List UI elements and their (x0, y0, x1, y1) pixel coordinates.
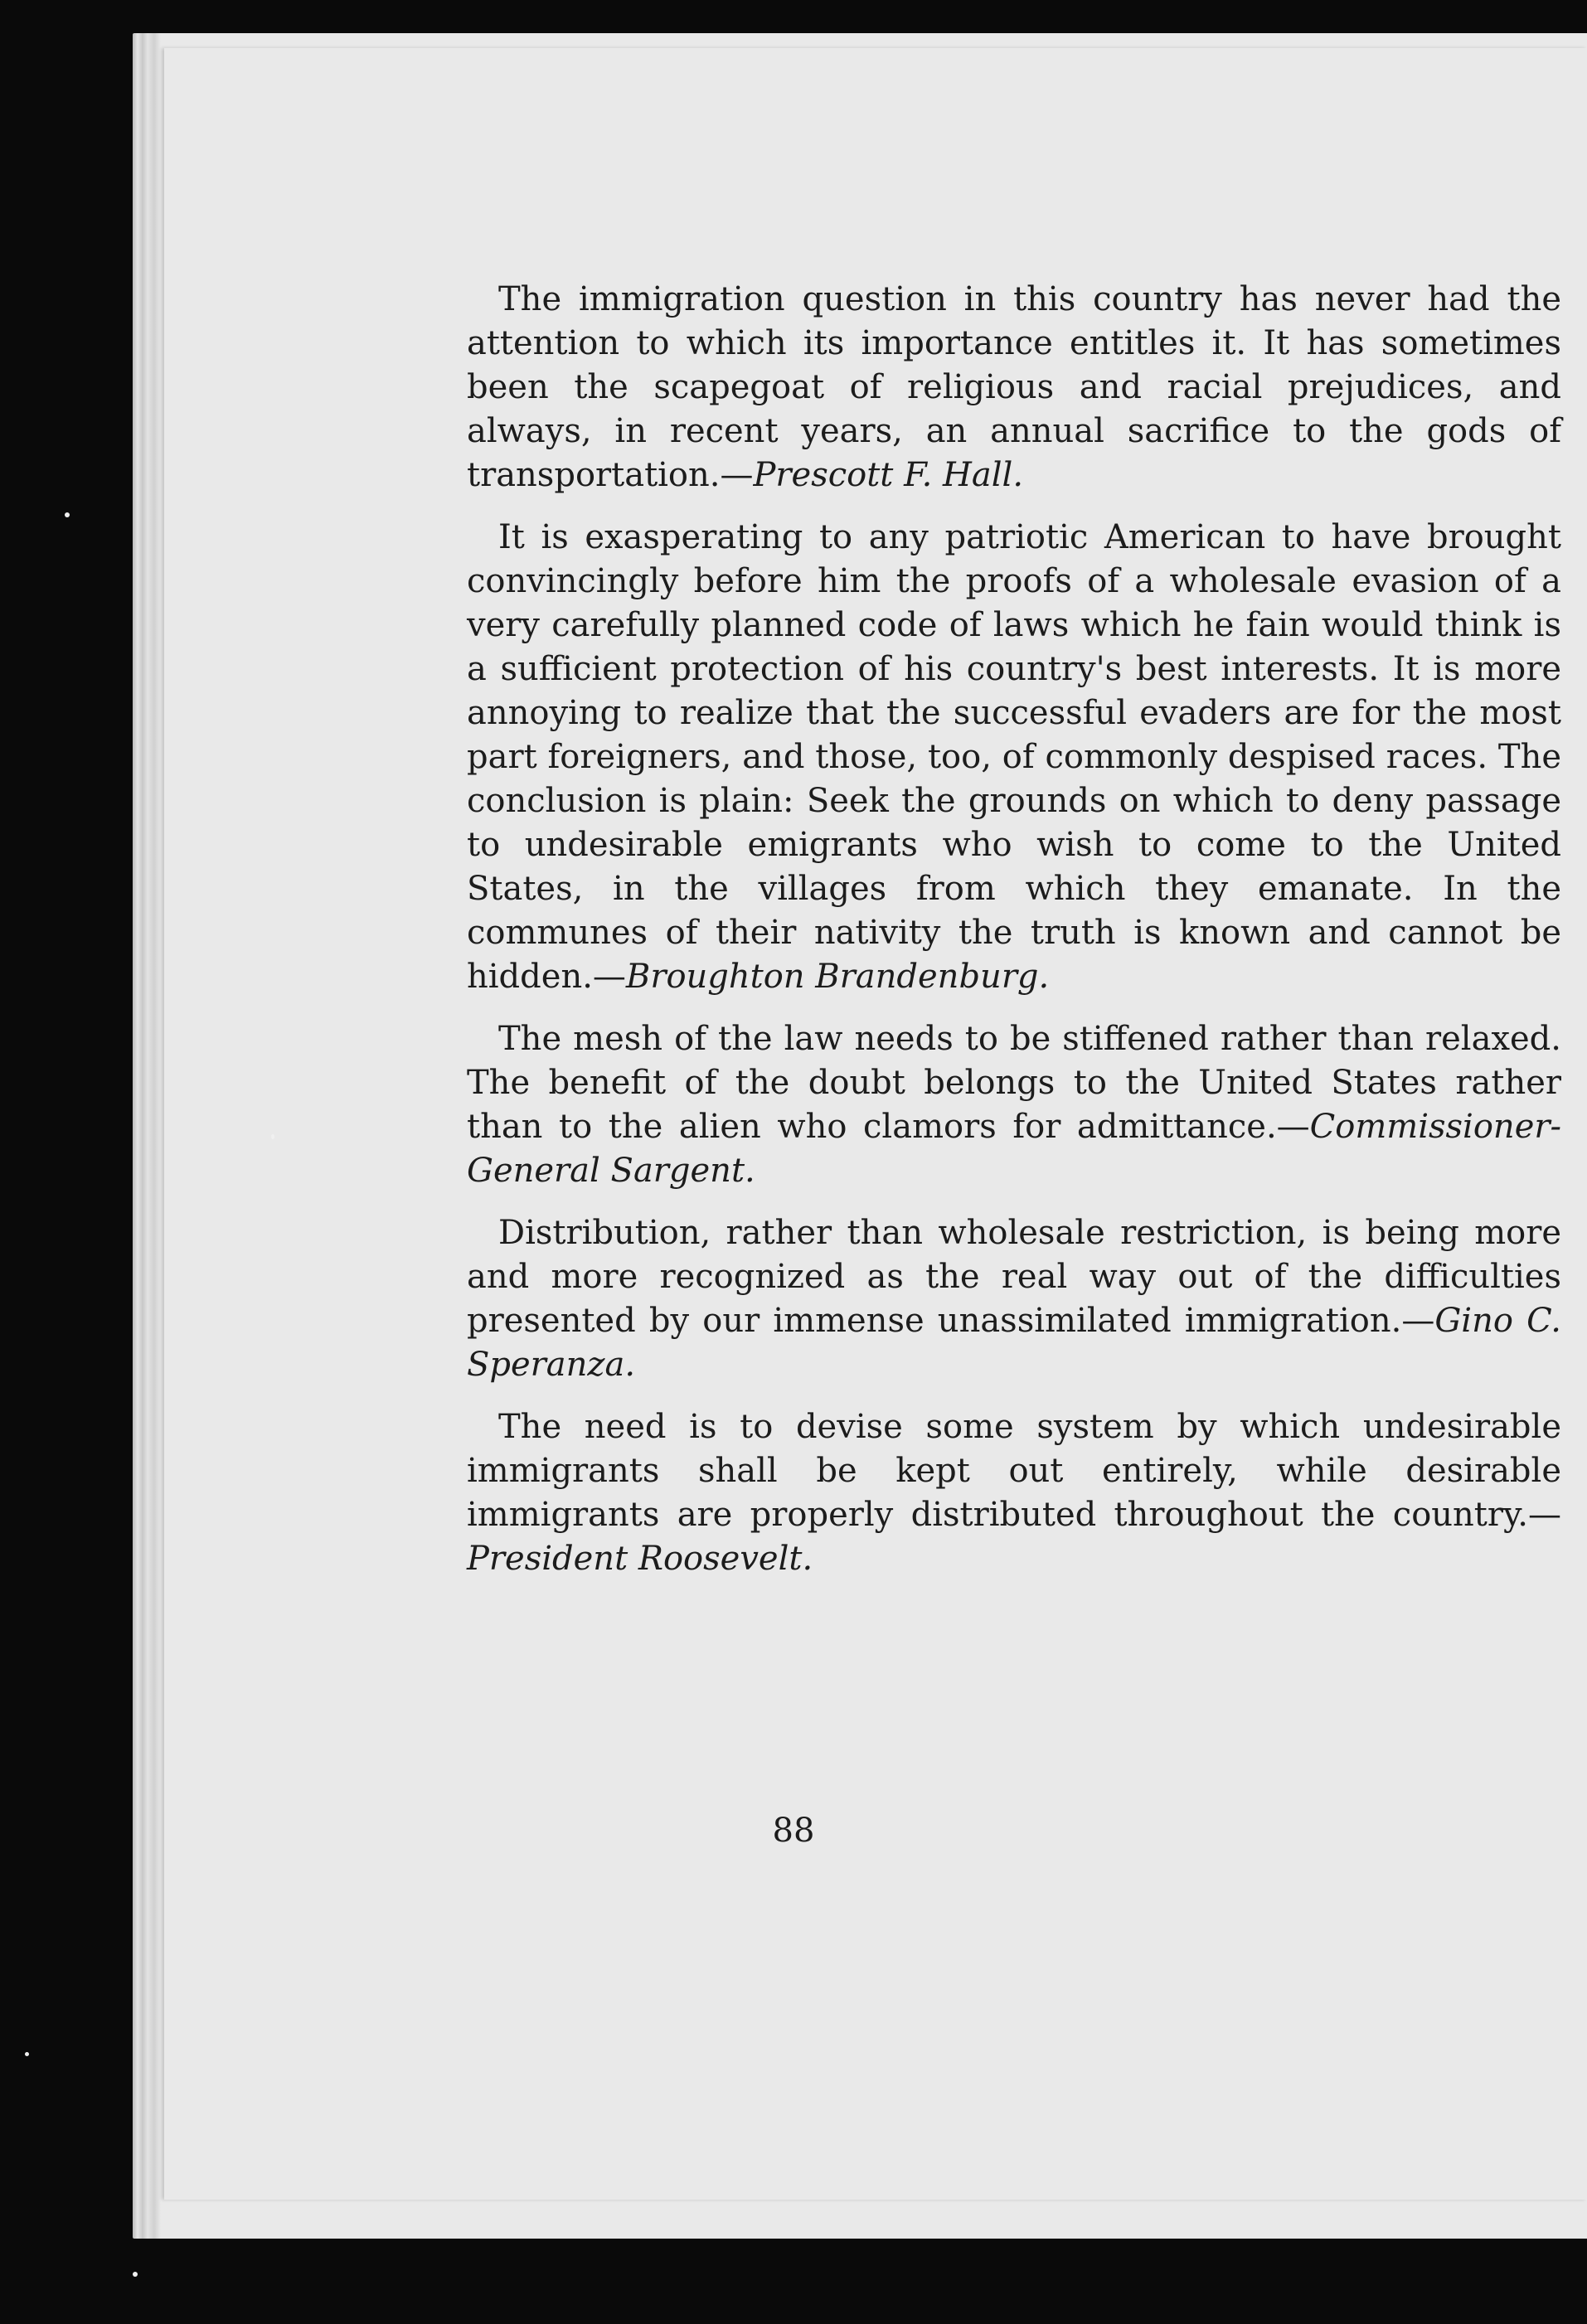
dust-speck (25, 2052, 29, 2056)
quote-paragraph (467, 1405, 1561, 1581)
page-number: 88 (772, 1812, 815, 1850)
quote-paragraph (467, 1017, 1561, 1193)
quote-text: The immigration question in this country has never had the attention to which its importance entitles it. It has sometimes been the scapegoat of religious and racial prejudices, and always, in recent years, an annual sacrifice to the gods of transportation.— (467, 280, 1561, 494)
quote-attribution: President Roosevelt. (467, 1540, 813, 1578)
dust-speck (65, 512, 70, 517)
quote-paragraph (467, 516, 1561, 999)
quotation-text (467, 278, 1561, 1599)
quote-attribution: Gino C. Speranza. (467, 1302, 1561, 1384)
quote-paragraph (467, 278, 1561, 497)
quote-attribution: Prescott F. Hall. (753, 456, 1024, 494)
quote-text: Distribution, rather than wholesale restriction, is being more and more recognized as the real way out of the difficulties presented by our immense unassimilated immigration.— (467, 1214, 1561, 1340)
quote-text: It is exasperating to any patriotic American to have brought convincingly before him the proofs of a wholesale evasion of a very carefully planned code of laws which he fain would think is a sufficient protection of his country's best interests. It is more annoying to realize that the successful evaders are for the most part foreigners, and those, too, of commonly despised races. The conclusion is plain: Seek the grounds on which to deny passage to undesirable emigrants who wish to come to the United States, in the villages from which they emanate. In the communes of their nativity the truth is known and cannot be hidden.— (467, 518, 1561, 996)
dust-speck (133, 2272, 138, 2277)
quote-attribution: Commissioner-General Sargent. (467, 1108, 1561, 1190)
quote-text: The mesh of the law needs to be stiffened rather than relaxed. The benefit of the doubt belongs to the United States rather than to the alien who clamors for admittance.— (467, 1020, 1561, 1146)
quote-text: The need is to devise some system by which undesirable immigrants shall be kept out entirely, while desirable immigrants are properly distributed throughout the country.— (467, 1408, 1561, 1534)
quote-paragraph (467, 1211, 1561, 1387)
dust-speck (271, 1134, 274, 1139)
quote-attribution: Broughton Brandenburg. (625, 958, 1050, 996)
